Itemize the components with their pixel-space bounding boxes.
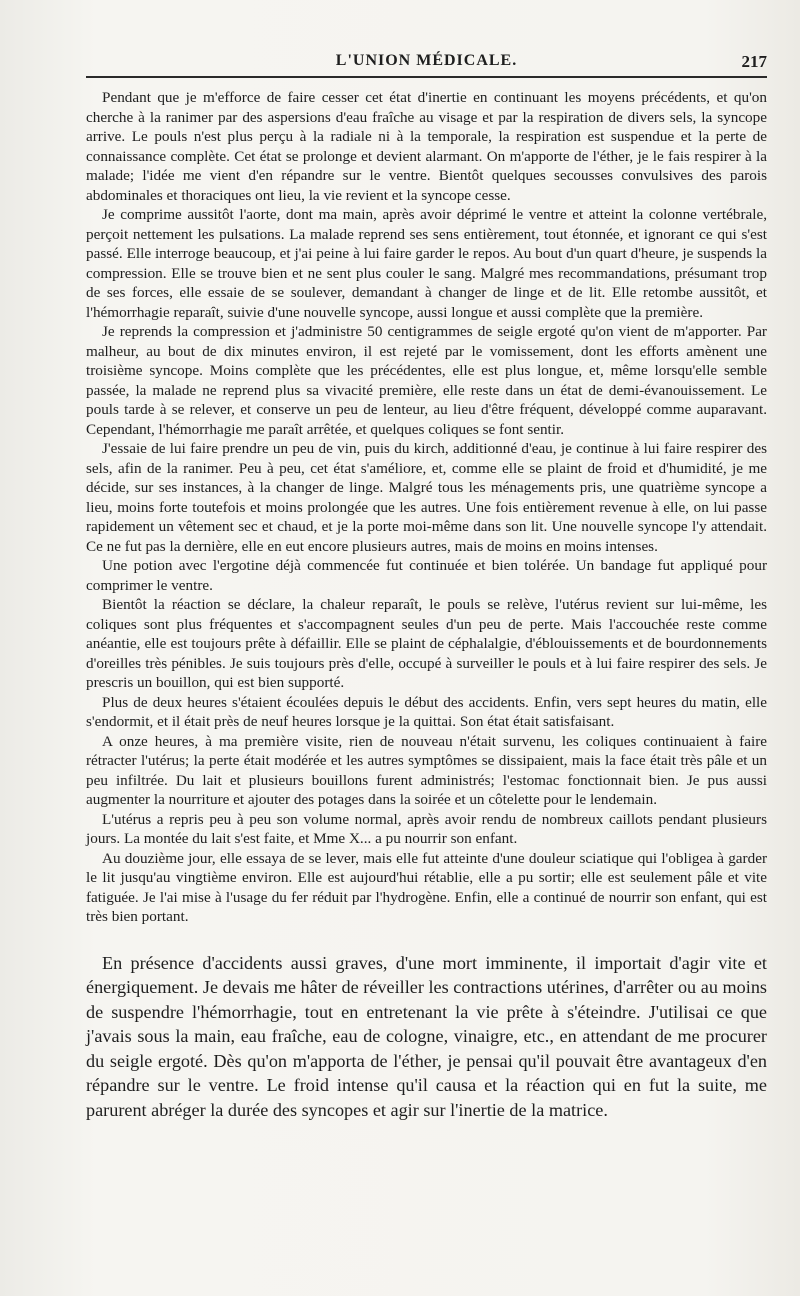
paragraph-10: Au douzième jour, elle essaya de se lever, mais elle fut atteinte d'une douleur sciatique qui l'obligea à garder le lit jusqu'au vingtième environ. Elle est aujourd'hui rétablie, elle a pu sortir; elle est seulement pâle et vite fatiguée. Je l'ai mise à l'usage du fer réduit par l'hydrogène. Enfin, elle a continué de nourrir son enfant, qui est très bien portant. [86,849,767,925]
paragraph-6: Bientôt la réaction se déclare, la chaleur reparaît, le pouls se relève, l'utérus revient sur lui-même, les coliques sont plus fréquentes et s'accompagnent seules d'un peu de perte. Mais l'accouchée reste comme anéantie, elle est toujours prête à défaillir. Elle se plaint de céphalalgie, d'éblouissements et de bourdonnements d'oreilles très pénibles. Je suis toujours près d'elle, occupé à surveiller le pouls et à lui faire respirer des sels. Je prescris un bouillon, qui est bien supporté. [86,596,767,691]
journal-title: L'UNION MÉDICALE. [335,52,518,69]
paragraph-1: Pendant que je m'efforce de faire cesser cet état d'inertie en continuant les moyens précédents, et qu'on cherche à la ranimer par des aspersions d'eau fraîche au visage et par la respiration de divers sels, la syncope arrive. Le pouls n'est plus perçu à la radiale ni à la temporale, la respiration est suspendue et la perte de connaissance complète. Cet état se prolonge et devient alarmant. On m'apporte de l'éther, je le fais respirer à la malade; l'idée me vient d'en répandre sur le ventre. Bientôt quelques secousses convulsives des parois abdominales et thoraciques ont lieu, la vie revient et la syncope cesse. [86,89,767,204]
page-number: 217 [741,52,767,71]
paragraph-5: Une potion avec l'ergotine déjà commencée fut continuée et bien tolérée. Un bandage fut appliqué pour comprimer le ventre. [86,557,767,594]
commentary-paragraph: En présence d'accidents aussi graves, d'une mort imminente, il importait d'agir vite et énergiquement. Je devais me hâter de réveiller les contractions utérines, d'arrêter ou au moins de suspendre l'hémorrhagie, tout en entretenant la vie prête à s'éteindre. J'utilisai ce que j'avais sous la main, eau fraîche, eau de cologne, vinaigre, etc., en attendant de me procurer du seigle ergoté. Dès qu'on m'apporta de l'éther, je pensai qu'il pouvait être avantageux d'en répandre sur le ventre. Le froid intense qu'il causa et la réaction qui en fut la suite, me parurent abréger la durée des syncopes et agir sur l'inertie de la matrice. [86,952,767,1120]
paragraph-4: J'essaie de lui faire prendre un peu de vin, puis du kirch, additionné d'eau, je continue à lui faire respirer des sels, afin de la ranimer. Peu à peu, cet état s'améliore, et, comme elle se plaint de froid et d'humidité, je me décide, sur ses instances, à la changer de linge. Malgré tous les ménagements pris, une quatrième syncope a lieu, moins forte toutefois et moins prolongée que les autres. Une fois entièrement revenue à elle, on lui passe rapidement un vêtement sec et chaud, et je la porte moi-même dans son lit. Une nouvelle syncope l'y attendait. Ce ne fut pas la dernière, elle en eut encore plusieurs autres, mais de moins en moins intenses. [86,440,767,555]
paragraph-7: Plus de deux heures s'étaient écoulées depuis le début des accidents. Enfin, vers sept heures du matin, elle s'endormit, et il était près de neuf heures lorsque je la quittai. Son état était satisfaisant. [86,693,767,730]
paragraph-8: A onze heures, à ma première visite, rien de nouveau n'était survenu, les coliques continuaient à faire rétracter l'utérus; la perte était modérée et les autres symptômes se dissipaient, mais la face était très pâle et un peu infiltrée. Du lait et plusieurs bouillons furent administrés; l'estomac fonctionnait bien. Je pus aussi augmenter la nourriture et ajouter des potages dans la soirée et un côtelette pour le lendemain. [86,732,767,808]
paragraph-9: L'utérus a repris peu à peu son volume normal, après avoir rendu de nombreux caillots pendant plusieurs jours. La montée du lait s'est faite, et Mme X... a pu nourrir son enfant. [86,810,767,847]
article-body [86,88,767,1122]
running-header [86,52,767,78]
paragraph-2: Je comprime aussitôt l'aorte, dont ma main, après avoir déprimé le ventre et atteint la colonne vertébrale, perçoit nettement les pulsations. La malade reprend ses sens entièrement, tout étonnée, et ignorant ce qui s'est passé. Elle interroge beaucoup, et j'ai peine à lui faire garder le repos. Au bout d'un quart d'heure, je suspends la compression. Elle se trouve bien et ne sent plus couler le sang. Malgré mes recommandations, présumant trop de ses forces, elle essaie de se soulever, demandant à changer de linge et de lit. Elle retombe aussitôt, et l'hémorrhagie reparaît, suivie d'une nouvelle syncope, aussi longue et aussi complète que la première. [86,206,767,321]
section-gap [86,927,767,951]
paragraph-3: Je reprends la compression et j'administre 50 centigrammes de seigle ergoté qu'on vient de m'apporter. Par malheur, au bout de dix minutes environ, il est rejeté par le vomissement, dont les efforts amènent une troisième syncope. Moins complète que les précédentes, elle est plus longue, et, même lorsqu'elle semble passée, la malade ne reprend plus sa vivacité première, elle reste dans un état de demi-évanouissement. Le pouls tarde à se relever, et conserve un peu de lenteur, au lieu d'être fréquent, développé comme auparavant. Cependant, l'hémorrhagie me paraît arrêtée, et quelques coliques se font sentir. [86,323,767,438]
